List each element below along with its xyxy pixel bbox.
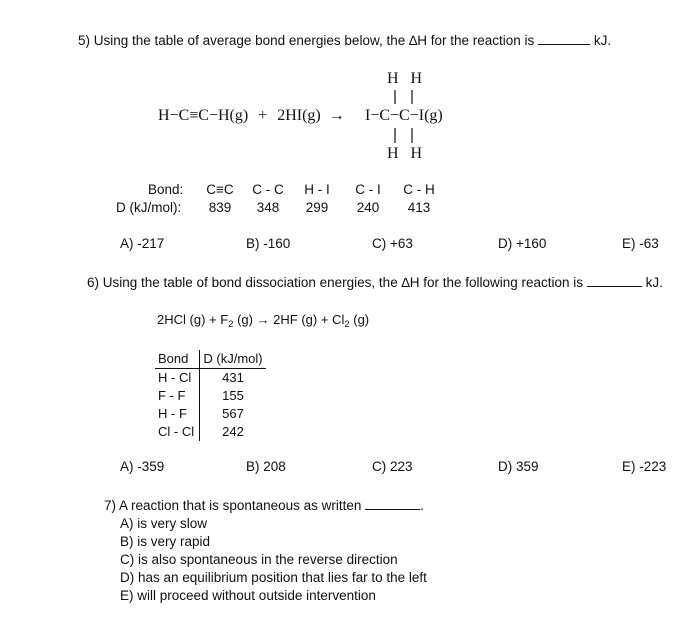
cell-bond: Cl - Cl xyxy=(155,423,200,441)
bond-energy-table xyxy=(155,350,266,441)
reaction-6-equation xyxy=(157,312,369,330)
cell-bond: F - F xyxy=(155,387,200,405)
choice-7b[interactable]: B) is very rapid xyxy=(120,534,211,549)
cell-energy: 431 xyxy=(222,370,244,385)
subscript-cl2: 2 xyxy=(344,319,350,330)
energy-hi: 299 xyxy=(305,200,329,215)
choice-5c[interactable]: C) +63 xyxy=(372,236,413,251)
table-header-row xyxy=(155,350,266,369)
choice-5a[interactable]: A) -217 xyxy=(120,236,165,251)
table-row xyxy=(155,369,266,388)
bond-ci: C - I xyxy=(355,182,381,197)
choice-7a[interactable]: A) is very slow xyxy=(120,516,208,531)
question-7-stem xyxy=(104,498,424,513)
product-diiodoethane: I−C−C−I(g) xyxy=(365,107,443,124)
table-row xyxy=(155,423,266,441)
cell-energy: 567 xyxy=(222,406,244,421)
energy-cc-single: 348 xyxy=(256,200,280,215)
cell-bond: H - Cl xyxy=(155,369,200,388)
header-bond: Bond xyxy=(155,350,200,369)
bond-row-label: Bond: xyxy=(148,182,184,197)
reactant-hi: 2HI(g) xyxy=(277,107,321,124)
unit-label-6: kJ. xyxy=(645,275,663,290)
choice-6b[interactable]: B) 208 xyxy=(246,459,286,474)
choice-5e[interactable]: E) -63 xyxy=(622,236,659,251)
question-6-stem xyxy=(87,275,663,290)
product-bottom-hydrogens: H H xyxy=(387,145,427,162)
table-row xyxy=(155,405,266,423)
product-top-hydrogens: H H xyxy=(387,70,427,87)
equation-part-mid: (g) → 2HF (g) + Cl xyxy=(233,312,345,327)
bond-ch: C - H xyxy=(403,182,435,197)
choice-7d[interactable]: D) has an equilibrium position that lies far to the left xyxy=(120,570,427,585)
bond-hi: H - I xyxy=(304,182,330,197)
cell-energy: 242 xyxy=(222,424,244,439)
cell-energy: 155 xyxy=(222,388,244,403)
reaction-arrow-icon: → xyxy=(328,107,345,124)
question-5-text: 5) Using the table of average bond energies below, the ∆H for the reaction is xyxy=(78,33,535,48)
choice-6a[interactable]: A) -359 xyxy=(120,459,165,474)
reaction-5-left xyxy=(158,107,349,125)
choice-6d[interactable]: D) 359 xyxy=(498,459,539,474)
energy-ch: 413 xyxy=(407,200,431,215)
bond-cc-triple: C≡C xyxy=(206,182,234,197)
reactant-ethyne: H−C≡C−H(g) xyxy=(158,107,249,124)
energy-cc-triple: 839 xyxy=(208,200,232,215)
question-5-stem xyxy=(78,33,611,48)
equation-part-lhs: 2HCl (g) + F xyxy=(157,312,229,327)
choice-6c[interactable]: C) 223 xyxy=(372,459,413,474)
equation-part-rhs: (g) xyxy=(349,312,370,327)
choice-7c[interactable]: C) is also spontaneous in the reverse direction xyxy=(120,552,398,567)
cell-bond: H - F xyxy=(155,405,200,423)
choice-5b[interactable]: B) -160 xyxy=(246,236,291,251)
answer-blank-6[interactable] xyxy=(587,286,642,287)
answer-blank-7[interactable] xyxy=(365,509,420,510)
energy-ci: 240 xyxy=(356,200,380,215)
answer-blank-5[interactable] xyxy=(538,44,590,45)
choice-5d[interactable]: D) +160 xyxy=(498,236,547,251)
choice-6e[interactable]: E) -223 xyxy=(622,459,667,474)
question-7-period: . xyxy=(420,498,424,513)
choice-7e[interactable]: E) will proceed without outside intervention xyxy=(120,588,376,603)
question-6-text: 6) Using the table of bond dissociation energies, the ∆H for the following reaction is xyxy=(87,275,584,290)
table-row xyxy=(155,387,266,405)
question-7-text: 7) A reaction that is spontaneous as written xyxy=(104,498,362,513)
plus-sign: + xyxy=(258,107,268,124)
unit-label-5: kJ. xyxy=(593,33,612,48)
subscript-f2: 2 xyxy=(228,319,234,330)
header-energy: D (kJ/mol) xyxy=(200,350,267,369)
bond-cc-single: C - C xyxy=(252,182,284,197)
product-bond-lines xyxy=(390,88,430,148)
energy-row-label: D (kJ/mol): xyxy=(116,200,182,215)
